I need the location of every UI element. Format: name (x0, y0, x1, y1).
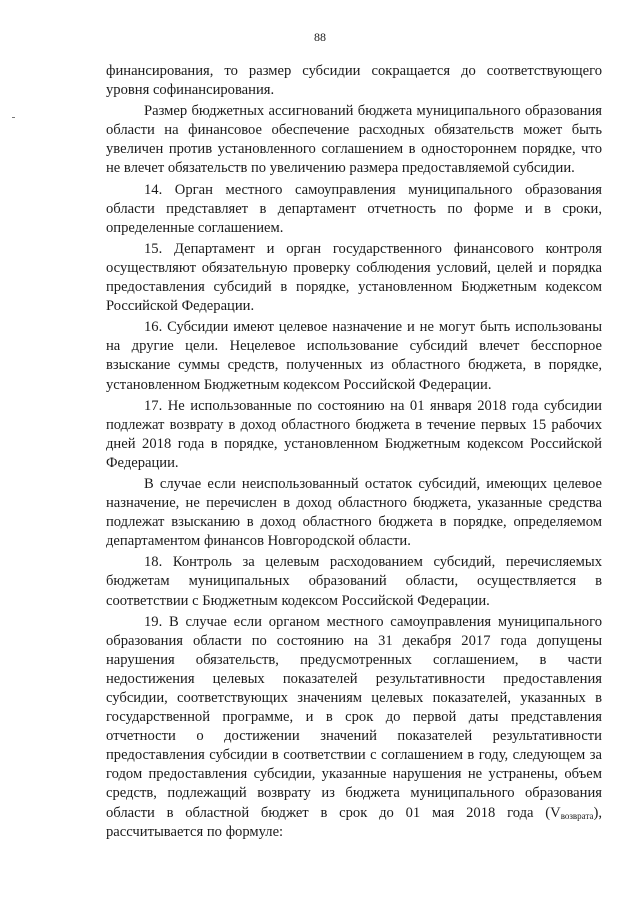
paragraph-unused-balance: В случае если неиспользованный остаток субсидий, имеющих целевое назначение, не перечислен в доход областного бюджета, указанные средства подлежат взысканию в доход областного бюджета в порядке, определяемом департаментом финансов Новгородской области. (106, 475, 602, 550)
formula-variable-subscript: возврата (560, 810, 594, 821)
paragraph-budget-allocation: Размер бюджетных ассигнований бюджета муниципального образования области на финансовое обеспечение расходных обязательств может быть увеличен против установленного соглашением в одностороннем порядке, что не влечет обязательств по увеличению размера предоставляемой субсидии. (106, 103, 602, 177)
paragraph-16: 16. Субсидии имеют целевое назначение и не могут быть использованы на другие цели. Нецелевое использование субсидий влечет бесспорное взыскание суммы средств, полученных из областного бюджета, в порядке, установленном Бюджетным кодексом Российской Федерации. (106, 319, 602, 393)
paragraph-18: 18. Контроль за целевым расходованием субсидий, перечисляемых бюджетам муниципальных образований области, осуществляется в соответствии с Бюджетным кодексом Российской Федерации. (106, 554, 602, 609)
paragraph-19 (106, 613, 602, 842)
document-body (106, 62, 602, 842)
margin-mark (12, 117, 15, 118)
paragraph-17: 17. Не использованные по состоянию на 01 января 2018 года субсидии подлежат возврату в доход областного бюджета в течение первых 15 рабочих дней 2018 года в порядке, установленном Бюджетным кодексом Российской Федерации. (106, 397, 602, 471)
formula-variable (550, 805, 593, 821)
paragraph-14: 14. Орган местного самоуправления муниципального образования области представляет в департамент отчетность по форме и в сроки, определенные соглашением. (106, 181, 602, 236)
formula-variable-letter: V (550, 804, 561, 821)
paragraph-15: 15. Департамент и орган государственного финансового контроля осуществляют обязательную проверку соблюдения условий, целей и порядка предоставления субсидий в порядке, установленном Бюджетным кодексом Российской Федерации. (106, 240, 602, 315)
paragraph-continuation: финансирования, то размер субсидии сокращается до соответствующего уровня софинансирования. (106, 63, 602, 99)
paragraph-19-tail: ), рассчитывается по формуле: (106, 804, 602, 840)
paragraph-19-text: 19. В случае если органом местного самоуправления муниципального образования области по состоянию на 31 декабря 2017 года допущены нарушения обязательств, предусмотренных соглашением, в части недостижения целевых показателей результативности предоставления субсидии, соответствующих значениям целевых показателей, указанных в государственной программе, и в срок до первой даты представления отчетности о достижении значений показателей результативности предоставления субсидии в соответствии с соглашением в году, следующем за годом предоставления субсидии, указанные нарушения не устранены, объем средств, подлежащий возврату из бюджета муниципального образования области в областной бюджет в срок до 01 мая 2018 года ( (106, 613, 602, 821)
page-number: 88 (314, 30, 326, 44)
